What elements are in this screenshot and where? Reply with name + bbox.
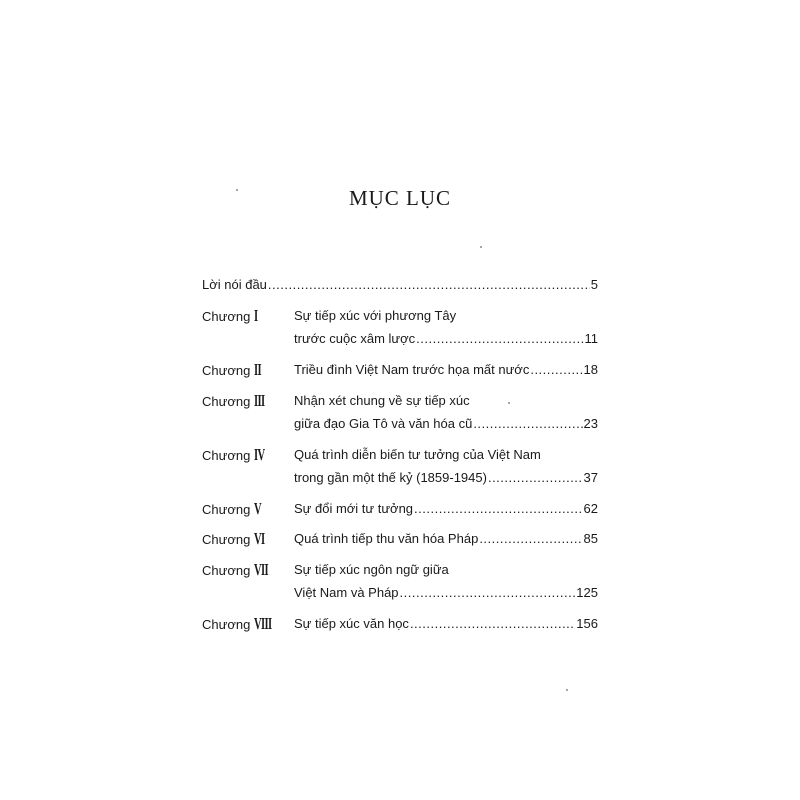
dot-leader — [410, 617, 575, 631]
chapter-title-line — [294, 309, 598, 332]
toc-page-number: 62 — [583, 501, 598, 516]
chapter-title-line — [294, 394, 598, 417]
toc-page-number: 125 — [576, 585, 598, 600]
chapter-numeral: VII — [254, 560, 269, 579]
print-speck — [480, 246, 482, 248]
toc-page-number: 156 — [576, 616, 598, 631]
chapter-label — [202, 614, 282, 633]
chapter-title-block — [294, 502, 598, 525]
chapter-title-text: Quá trình tiếp thu văn hóa Pháp — [294, 531, 479, 546]
dot-leader — [530, 363, 582, 377]
chapter-numeral: II — [254, 360, 262, 379]
chapter-title-text: Triều đình Việt Nam trước họa mất nước — [294, 362, 530, 377]
toc-entry-chapter-4[interactable] — [202, 445, 598, 494]
page-title: MỤC LỤC — [348, 186, 452, 210]
chapter-title-text: Sự tiếp xúc ngôn ngữ giữa — [294, 562, 449, 577]
dot-leader — [400, 586, 576, 600]
chapter-list — [202, 306, 598, 640]
chapter-title-text: Nhận xét chung về sự tiếp xúc — [294, 393, 470, 408]
chapter-title-line — [294, 563, 598, 586]
toc-entry-chapter-5[interactable] — [202, 499, 598, 525]
chapter-title-line — [294, 471, 598, 494]
chapter-title-text: trước cuộc xâm lược — [294, 331, 416, 346]
toc-page-number: 11 — [584, 331, 598, 346]
dot-leader — [268, 278, 590, 292]
chapter-title-block — [294, 563, 598, 609]
chapter-label — [202, 445, 271, 464]
dot-leader — [473, 417, 582, 431]
toc-page-number: 5 — [590, 277, 598, 292]
chapter-title-block — [294, 309, 598, 355]
chapter-title-line — [294, 586, 598, 609]
chapter-title-line — [294, 448, 598, 471]
chapter-label — [202, 360, 266, 379]
chapter-title-text: Sự đổi mới tư tưởng — [294, 501, 414, 516]
toc-page-number: 23 — [583, 416, 598, 431]
toc-entry-chapter-6[interactable] — [202, 529, 598, 555]
toc-entry-chapter-1[interactable] — [202, 306, 598, 355]
chapter-prefix: Chương — [202, 448, 251, 463]
chapter-numeral: III — [254, 391, 265, 410]
chapter-title-block — [294, 617, 598, 640]
dot-leader — [488, 471, 583, 485]
chapter-numeral: IV — [254, 445, 265, 464]
chapter-label — [202, 560, 277, 579]
chapter-label — [202, 499, 266, 518]
toc-page-number: 85 — [583, 531, 598, 546]
chapter-title-line — [294, 617, 598, 640]
dot-leader — [479, 532, 582, 546]
toc-page-number: 18 — [583, 362, 598, 377]
toc-entry-chapter-8[interactable] — [202, 614, 598, 640]
chapter-prefix: Chương — [202, 617, 251, 632]
chapter-prefix: Chương — [202, 563, 251, 578]
chapter-title-line — [294, 417, 598, 440]
chapter-numeral: V — [254, 499, 262, 518]
toc-entry-label: Lời nói đầu — [202, 277, 267, 292]
toc-entry-intro[interactable] — [202, 278, 598, 300]
chapter-numeral: VI — [254, 529, 265, 548]
toc-entry-chapter-7[interactable] — [202, 560, 598, 609]
dot-leader — [414, 502, 583, 516]
chapter-title-text: giữa đạo Gia Tô và văn hóa cũ — [294, 416, 473, 431]
chapter-title-line — [294, 332, 598, 355]
chapter-title-block — [294, 363, 598, 386]
chapter-title-line — [294, 532, 598, 555]
print-speck — [566, 689, 568, 691]
chapter-prefix: Chương — [202, 363, 251, 378]
chapter-label — [202, 391, 271, 410]
chapter-label — [202, 529, 271, 548]
chapter-title-text: Việt Nam và Pháp — [294, 585, 399, 600]
chapter-title-block — [294, 532, 598, 555]
toc-entry-chapter-3[interactable] — [202, 391, 598, 440]
toc-entry-chapter-2[interactable] — [202, 360, 598, 386]
chapter-numeral: I — [254, 306, 258, 325]
chapter-title-text: trong gần một thế kỷ (1859-1945) — [294, 470, 487, 485]
chapter-prefix: Chương — [202, 309, 251, 324]
dot-leader — [416, 332, 583, 346]
chapter-label — [202, 306, 260, 325]
chapter-title-text: Quá trình diễn biến tư tưởng của Việt Nam — [294, 447, 541, 462]
chapter-title-block — [294, 394, 598, 440]
chapter-title-line — [294, 363, 598, 386]
chapter-title-text: Sự tiếp xúc văn học — [294, 616, 409, 631]
toc-page-number: 37 — [583, 470, 598, 485]
table-of-contents — [202, 278, 598, 640]
chapter-title-text: Sự tiếp xúc với phương Tây — [294, 308, 457, 323]
chapter-prefix: Chương — [202, 394, 251, 409]
chapter-title-line — [294, 502, 598, 525]
chapter-prefix: Chương — [202, 502, 251, 517]
chapter-prefix: Chương — [202, 532, 251, 547]
chapter-numeral: VIII — [254, 614, 272, 633]
chapter-title-block — [294, 448, 598, 494]
